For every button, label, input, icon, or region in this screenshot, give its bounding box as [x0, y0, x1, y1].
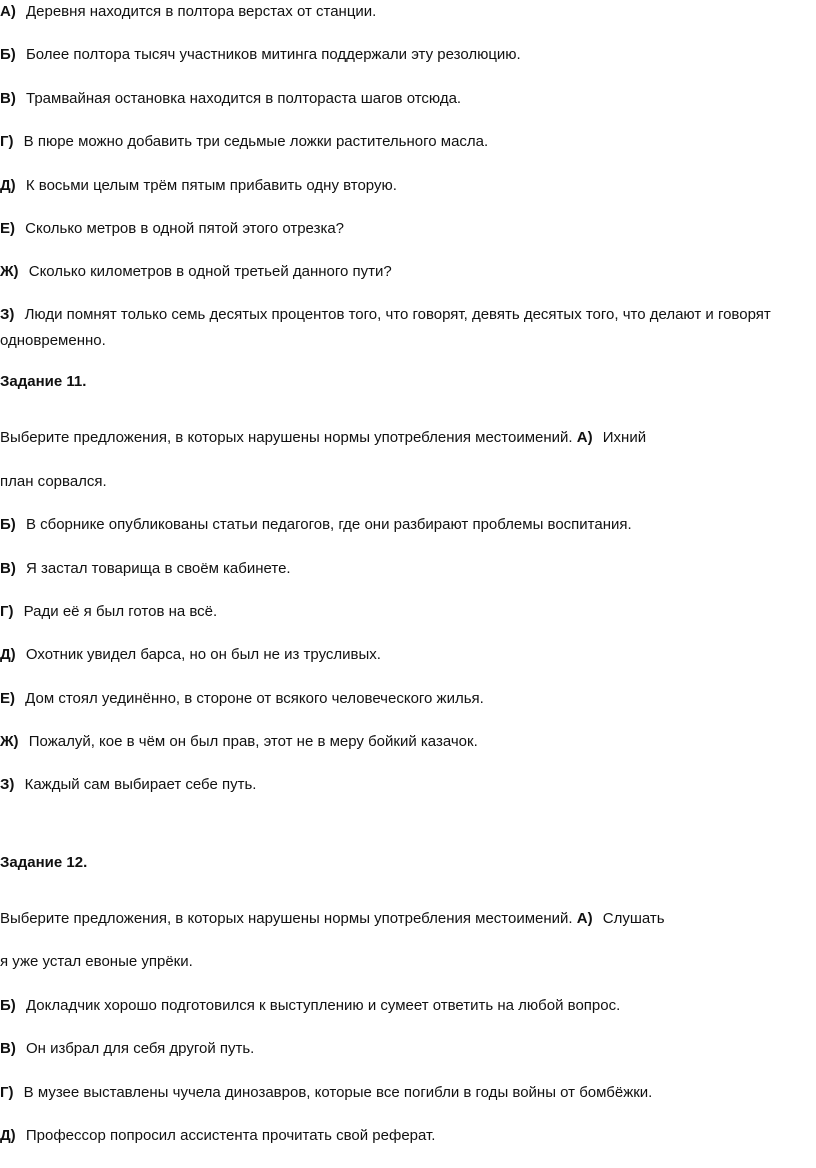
item-text: Сколько километров в одной третьей данного пути? — [28, 263, 392, 280]
item-text: В пюре можно добавить три седьмые ложки растительного масла. — [23, 133, 489, 150]
item-text: Он избрал для себя другой путь. — [26, 1040, 255, 1057]
list-item — [0, 176, 397, 196]
item-letter: Е) — [0, 220, 15, 237]
item-letter: Б) — [0, 997, 16, 1014]
task-12-intro — [0, 909, 665, 929]
item-letter: Д) — [0, 646, 16, 663]
list-item — [0, 775, 256, 795]
list-item — [0, 515, 632, 535]
list-item — [0, 262, 392, 282]
item-letter: Ж) — [0, 263, 19, 280]
item-text: Сколько метров в одной пятой этого отрезка? — [25, 220, 345, 237]
task-11-title: Задание 11. — [0, 373, 87, 390]
item-text-continuation: план сорвался. — [0, 473, 107, 490]
list-item — [0, 645, 381, 665]
item-text: Охотник увидел барса, но он был не из трусливых. — [25, 646, 381, 663]
task-intro-text: Выберите предложения, в которых нарушены нормы употребления местоимений. — [0, 910, 573, 927]
list-item — [0, 89, 461, 109]
task-11-intro — [0, 428, 646, 448]
item-text: Пожалуй, кое в чём он был прав, этот не в меру бойкий казачок. — [28, 733, 478, 750]
item-text: Докладчик хорошо подготовился к выступлению и сумеет ответить на любой вопрос. — [25, 997, 621, 1014]
list-item — [0, 219, 344, 239]
item-letter: Г) — [0, 1084, 14, 1101]
item-text: Слушать — [602, 910, 665, 927]
list-item — [0, 302, 790, 354]
list-item — [0, 1126, 435, 1146]
list-item — [0, 996, 620, 1016]
item-text: Люди помнят только семь десятых процентов того, что говорят, девять десятых того, что делают и говорят одновременно. — [0, 306, 771, 349]
item-letter: Г) — [0, 603, 14, 620]
item-text: Дом стоял уединённо, в стороне от всякого человеческого жилья. — [25, 690, 484, 707]
item-text: Профессор попросил ассистента прочитать свой реферат. — [25, 1127, 436, 1144]
list-item — [0, 559, 291, 579]
item-letter: Д) — [0, 177, 16, 194]
list-item — [0, 689, 484, 709]
item-letter: Ж) — [0, 733, 19, 750]
item-letter: З) — [0, 306, 15, 323]
item-text: Более полтора тысяч участников митинга поддержали эту резолюцию. — [25, 46, 521, 63]
list-item — [0, 1039, 254, 1059]
item-letter: Е) — [0, 690, 15, 707]
item-text: Деревня находится в полтора верстах от станции. — [26, 3, 377, 20]
item-letter: В) — [0, 1040, 16, 1057]
item-letter: А) — [576, 910, 593, 927]
item-letter: А) — [0, 3, 16, 20]
item-letter: В) — [0, 90, 16, 107]
list-item — [0, 1083, 652, 1103]
item-text: Ради её я был готов на всё. — [23, 603, 218, 620]
item-letter: Б) — [0, 46, 16, 63]
item-text: Трамвайная остановка находится в полтораста шагов отсюда. — [26, 90, 462, 107]
list-item — [0, 2, 376, 22]
item-letter: Д) — [0, 1127, 16, 1144]
list-item — [0, 45, 521, 65]
task-12-title: Задание 12. — [0, 854, 88, 871]
list-item — [0, 132, 488, 152]
item-text: В музее выставлены чучела динозавров, которые все погибли в годы войны от бомбёжки. — [23, 1084, 653, 1101]
item-text: Каждый сам выбирает себе путь. — [24, 776, 257, 793]
item-letter: З) — [0, 776, 15, 793]
item-text: Ихний — [602, 429, 647, 446]
item-text: Я застал товарища в своём кабинете. — [26, 560, 291, 577]
item-letter: Г) — [0, 133, 14, 150]
list-item — [0, 732, 478, 752]
task-intro-text: Выберите предложения, в которых нарушены нормы употребления местоимений. — [0, 429, 573, 446]
item-letter: А) — [576, 429, 593, 446]
item-letter: В) — [0, 560, 16, 577]
item-text: К восьми целым трём пятым прибавить одну вторую. — [25, 177, 397, 194]
item-letter: Б) — [0, 516, 16, 533]
item-text: В сборнике опубликованы статьи педагогов, где они разбирают проблемы воспитания. — [25, 516, 632, 533]
item-text-continuation: я уже устал евоные упрёки. — [0, 953, 193, 970]
list-item — [0, 602, 217, 622]
